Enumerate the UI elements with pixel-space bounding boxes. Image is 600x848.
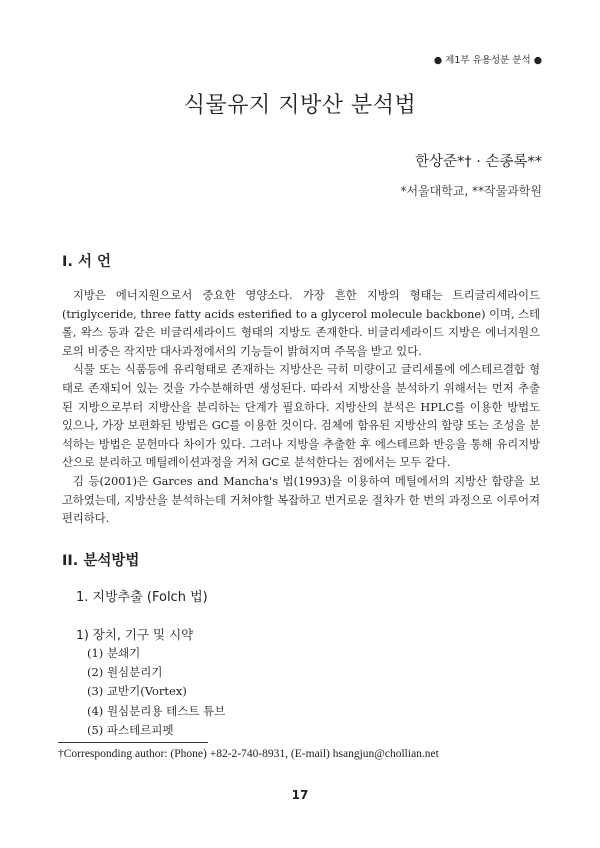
paragraph: 식물 또는 식품등에 유리형태로 존재하는 지방산은 극히 미량이고 글리세롤에 에스테르결합 형태로 존재되어 있는 것을 가수분해하면 생성된다. 따라서 지방산을 분석하기 위해서는 먼저 추출된 지방으로부터 지방산을 분리하는 단계가 필요하다. 지방산의 분석은 HPLC를 이용한 방법도 있으나, 가장 보편화된 방법은 GC를 이용한 것이다. 검체에 함유된 지방산의 함량 또는 조성을 분석하는 방법은 문헌마다 차이가 있다. 그러나 지방을 추출한 후 에스테르화 반응을 통해 유리지방산으로 분리하고 메틸레이션과정을 거쳐 GC로 분석한다는 점에서는 모두 같다.: [62, 363, 540, 470]
list-item: (5) 파스테르피펫: [87, 722, 174, 737]
list-item: (3) 교반기(Vortex): [87, 684, 187, 699]
footnote-divider: [58, 742, 208, 743]
equipment-list: [87, 644, 225, 740]
list-item: (2) 원심분리기: [87, 665, 163, 680]
paragraph: 지방은 에너지원으로서 중요한 영양소다. 가장 흔한 지방의 형태는 트리글리세라이드 (triglyceride, three fatty acids esterified to a glycerol molecule backbone) 이며, 스테롤, 왁스 등과 같은 비글리세라이드 형태의 지방도 존재한다. 비글리세라이드 지방은 에너지원으로의 비중은 작지만 대사과정에서의 기능들이 밝혀지며 주목을 받고 있다.: [62, 289, 540, 358]
author-line: 한상준*† · 손종록**: [415, 154, 542, 170]
section-heading-methods: II. 분석방법: [62, 553, 140, 569]
article-title: 식물유지 지방산 분석법: [183, 93, 417, 118]
introduction-body: [62, 287, 540, 529]
subsubsection-heading: 1) 장치, 기구 및 시약: [76, 627, 194, 642]
list-item: (4) 원심분리용 테스트 튜브: [87, 703, 226, 718]
page-number: 17: [291, 788, 309, 802]
paragraph: 김 등(2001)은 Garces and Mancha's 법(1993)을 이용하여 메틸에서의 지방산 함량을 보고하였는데, 지방산을 분석하는데 거쳐야할 복잡하고 번거로운 절차가 한 번의 과정으로 이루어져 편리하다.: [62, 474, 540, 526]
running-header: ● 제1부 유용성분 분석 ●: [433, 55, 542, 66]
section-heading-introduction: I. 서 언: [62, 254, 112, 270]
affiliation-line: *서울대학교, **작물과학원: [400, 184, 542, 198]
subsection-heading: 1. 지방추출 (Folch 법): [76, 590, 208, 605]
list-item: (1) 분쇄기: [87, 646, 141, 660]
footnote: †Corresponding author: (Phone) +82-2-740-8931, (E-mail) hsangjun@chollian.net: [58, 748, 439, 760]
